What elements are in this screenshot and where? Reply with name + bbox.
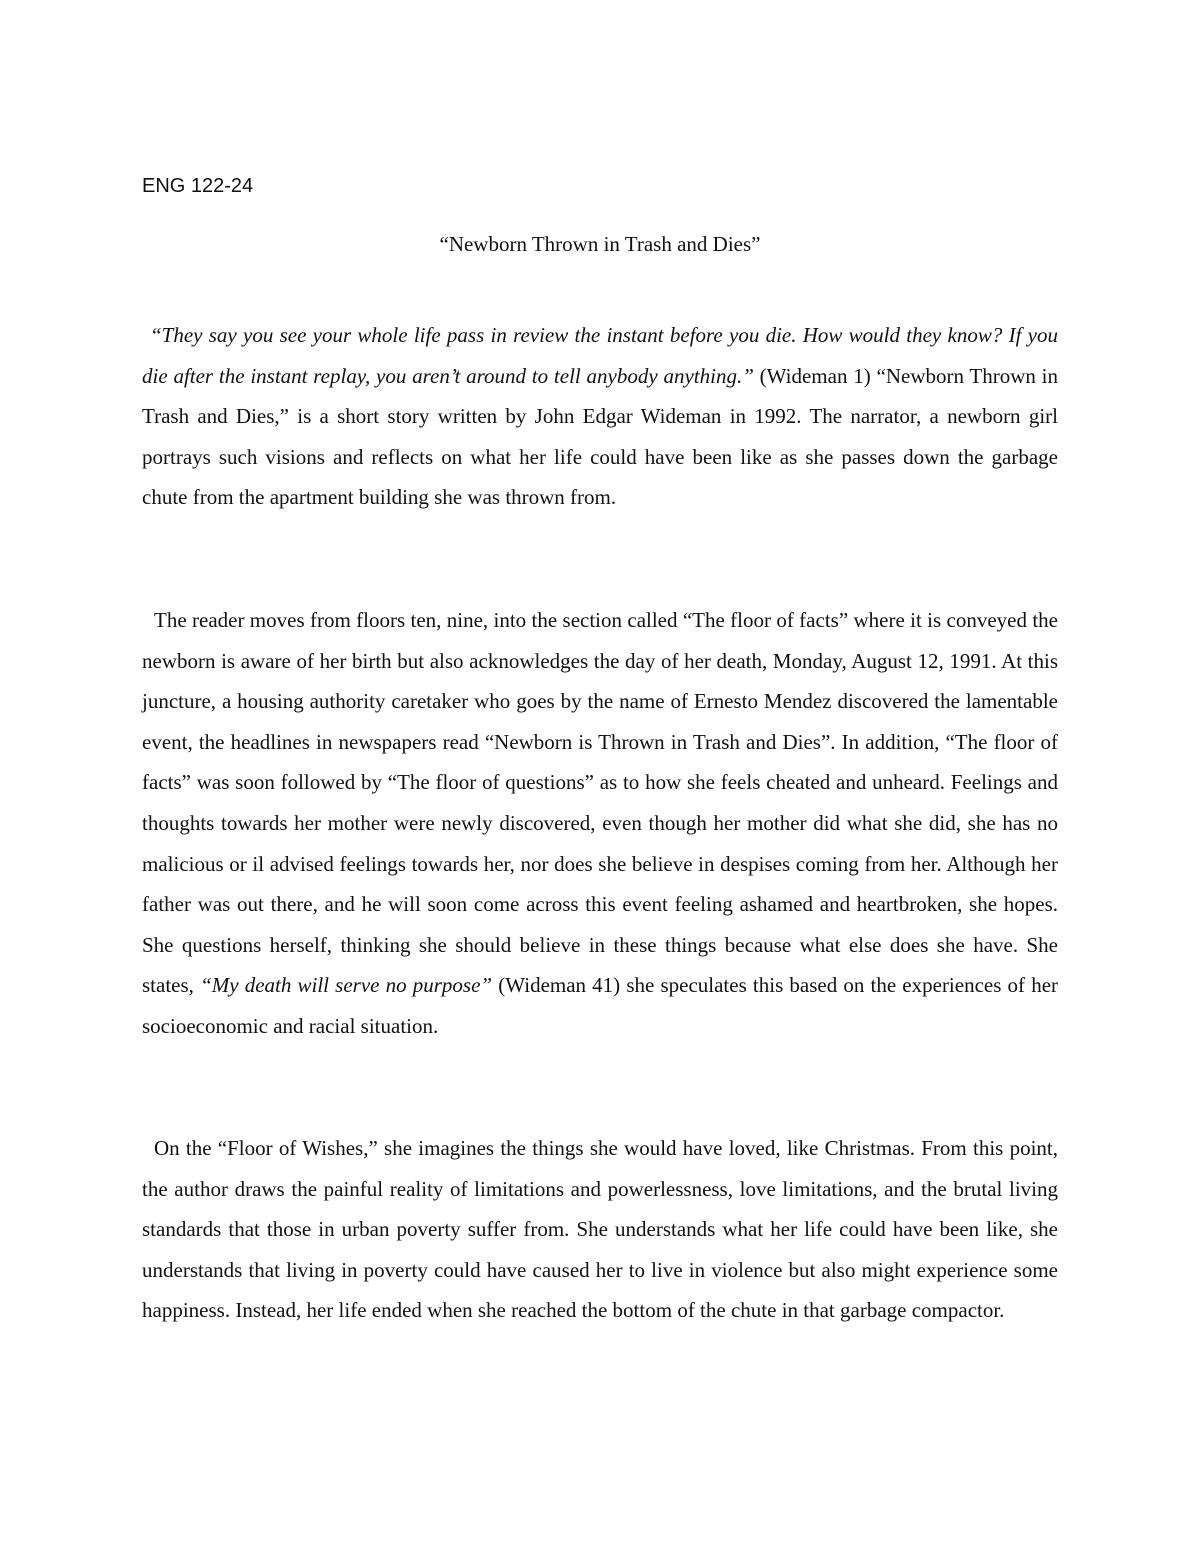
- essay-title: “Newborn Thrown in Trash and Dies”: [439, 232, 761, 256]
- course-code: ENG 122-24: [142, 175, 254, 197]
- paragraph-3: [142, 1128, 1058, 1331]
- death-quote: “My death will serve no purpose”: [200, 973, 493, 998]
- paragraph-1: [142, 315, 1058, 518]
- paragraph-2-text-before: The reader moves from floors ten, nine, into the section called “The floor of facts” where it is conveyed the newborn is aware of her birth but also acknowledges the day of her death, Monday, August 12, 1991. At this juncture, a housing authority caretaker who goes by the name of Ernesto Mendez discovered the lamentable event, the headlines in newspapers read “Newborn is Thrown in Trash and Dies”. In addition, “The floor of facts” was soon followed by “The floor of questions” as to how she feels cheated and unheard. Feelings and thoughts towards her mother were newly discovered, even though her mother did what she did, she has no malicious or il advised feelings towards her, nor does she believe in despises coming from her. Although her father was out there, and he will soon come across this event feeling ashamed and heartbroken, she hopes. She questions herself, thinking she should believe in these things because what else does she have. She states,: [142, 608, 1058, 998]
- paragraph-2-text-after: (Wideman 41) she speculates this based on the experiences of her socioeconomic and racial situation.: [142, 973, 1059, 1038]
- paragraph-1-text: (Wideman 1) “Newborn Thrown in Trash and Dies,” is a short story written by John Edgar Wideman in 1992. The narrator, a newborn girl portrays such visions and reflects on what her life could have been like as she passes down the garbage chute from the apartment building she was thrown from.: [142, 363, 1058, 510]
- opening-quote: “They say you see your whole life pass in review the instant before you die. How would they know? If you die after the instant replay, you aren’t around to tell anybody anything.”: [142, 323, 1058, 388]
- paragraph-3-text: On the “Floor of Wishes,” she imagines the things she would have loved, like Christmas. From this point, the author draws the painful reality of limitations and powerlessness, love limitations, and the brutal living standards that those in urban poverty suffer from. She understands what her life could have been like, she understands that living in poverty could have caused her to live in violence but also might experience some happiness. Instead, her life ended when she reached the bottom of the chute in that garbage compactor.: [142, 1136, 1058, 1323]
- paragraph-2: [142, 600, 1058, 1047]
